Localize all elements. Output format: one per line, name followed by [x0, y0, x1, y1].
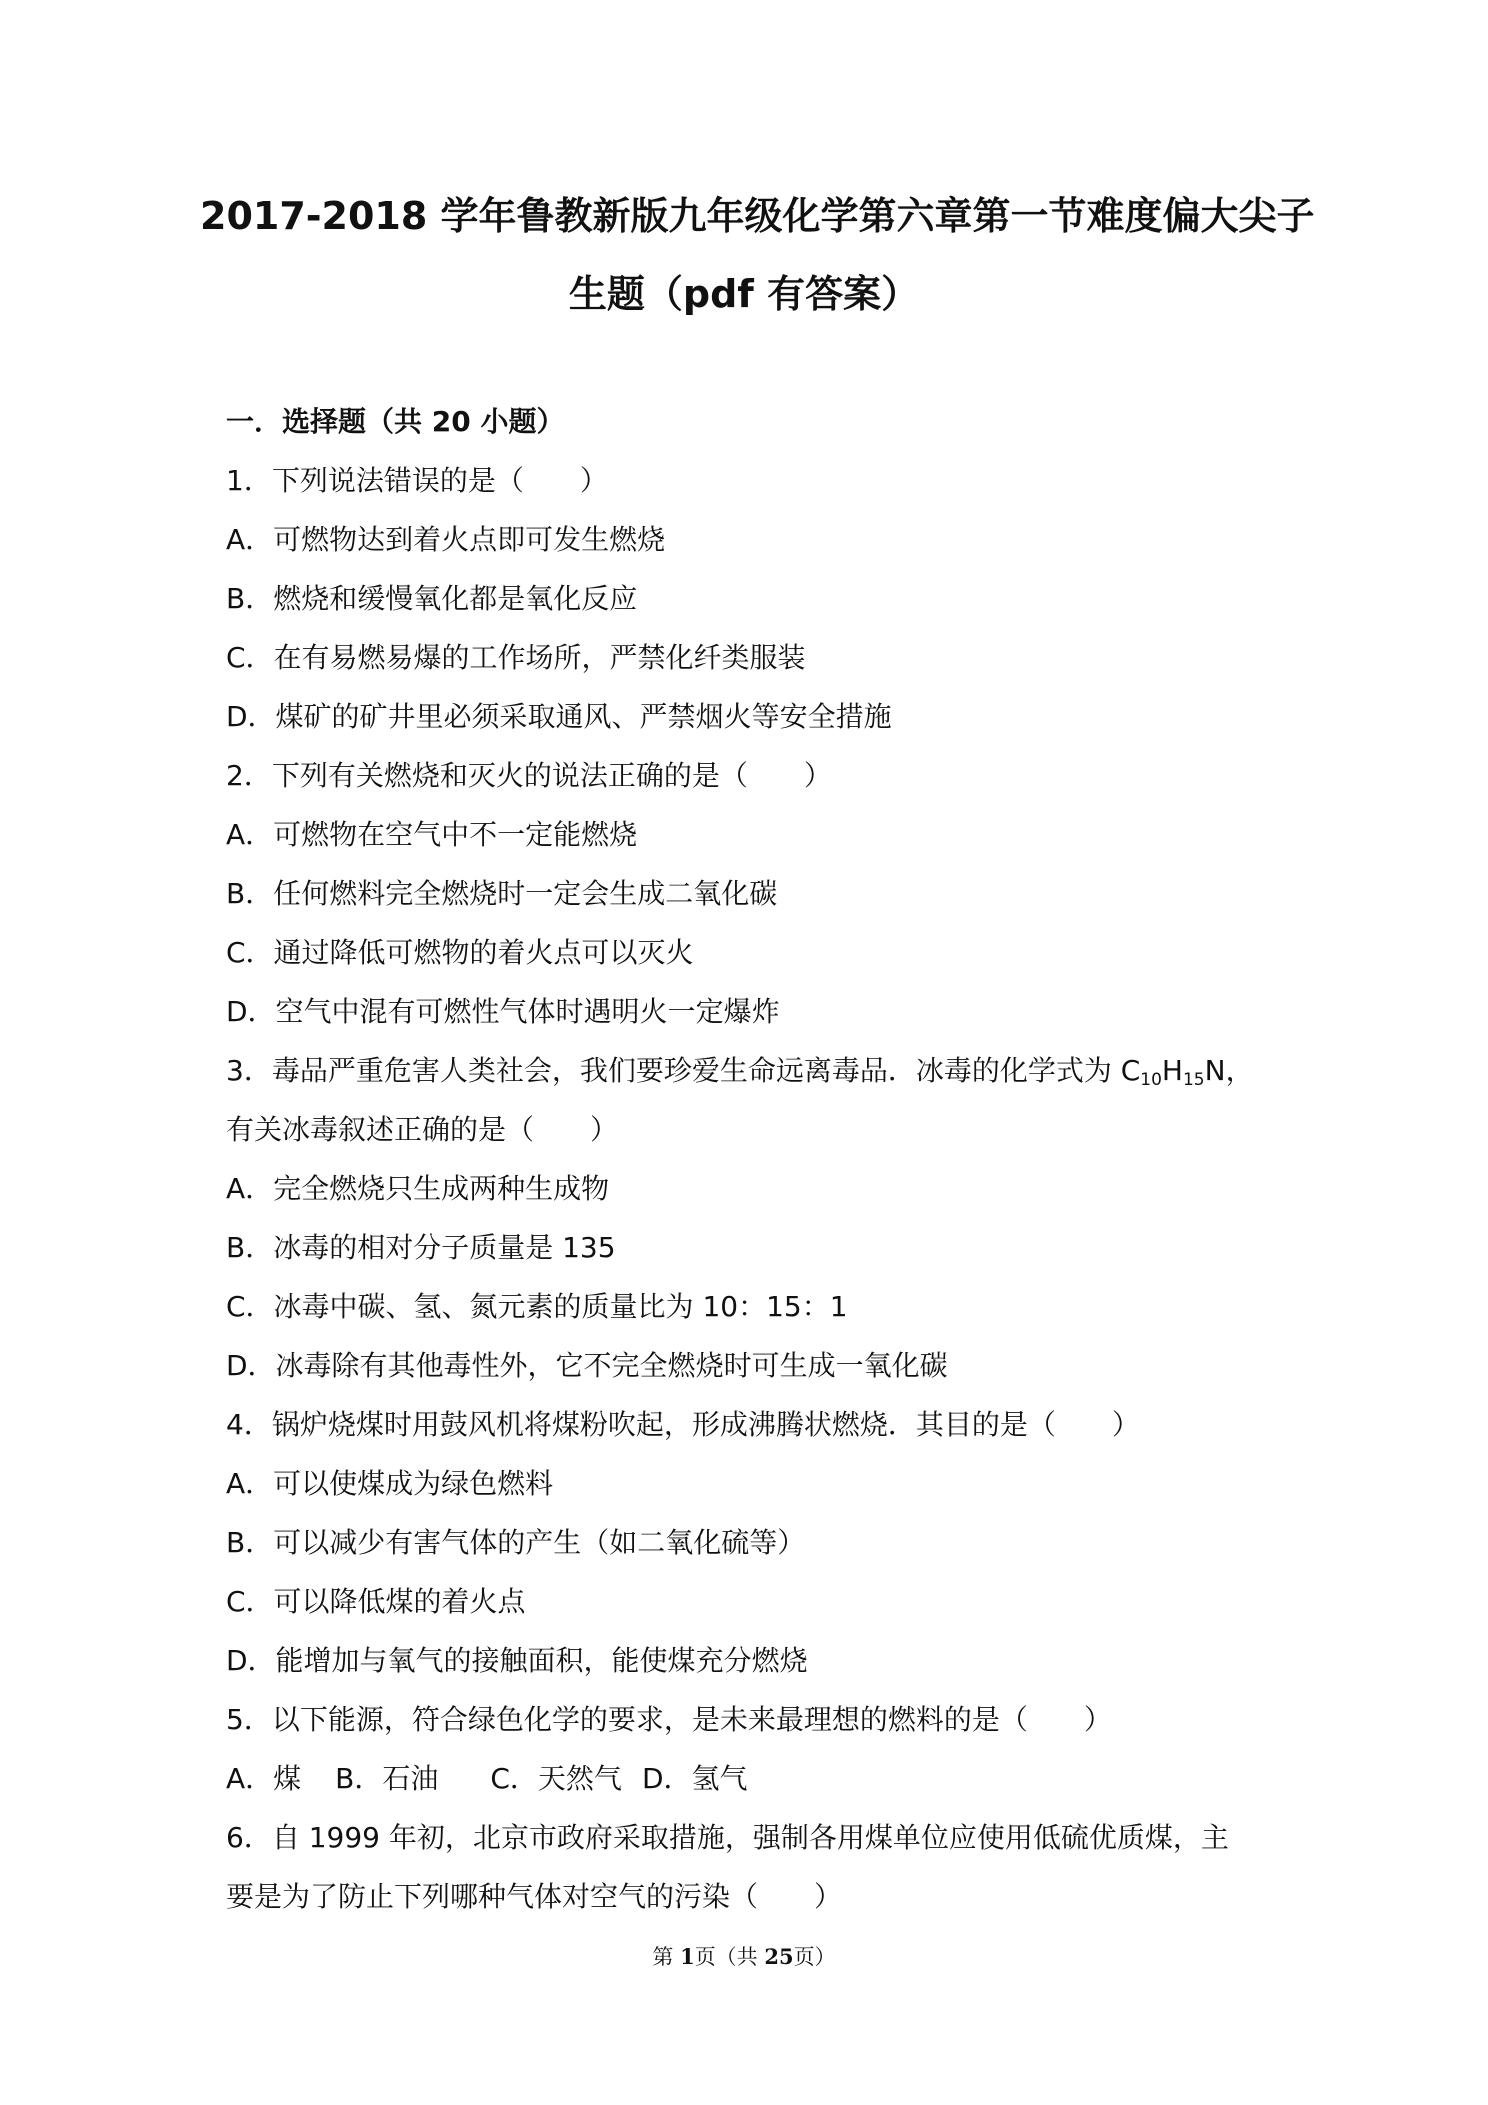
- question-1-option-a: A．可燃物达到着火点即可发生燃烧: [226, 523, 666, 556]
- question-5-option-c: C．天然气: [490, 1762, 622, 1795]
- question-2-option-a: A．可燃物在空气中不一定能燃烧: [226, 818, 638, 851]
- question-6-stem-line-1: 6．自 1999 年初，北京市政府采取措施，强制各用煤单位应使用低硫优质煤，主: [226, 1821, 1229, 1854]
- chemical-formula: [1120, 1054, 1226, 1090]
- footer-page-number: 1: [680, 1944, 695, 1969]
- question-3-stem-comma: ，: [1225, 1054, 1254, 1087]
- formula-carbon: C: [1120, 1054, 1141, 1087]
- question-3-stem-line-1: [226, 1051, 1254, 1091]
- document-title-line-1: 2017-2018 学年鲁教新版九年级化学第六章第一节难度偏大尖子: [200, 194, 1315, 238]
- question-4-option-c: C．可以降低煤的着火点: [226, 1585, 526, 1618]
- question-1-option-d: D．煤矿的矿井里必须采取通风、严禁烟火等安全措施: [226, 700, 892, 733]
- question-3-stem-text: 3．毒品严重危害人类社会，我们要珍爱生命远离毒品．冰毒的化学式为: [226, 1054, 1121, 1087]
- formula-nitrogen: N: [1204, 1054, 1226, 1087]
- footer-prefix: 第: [652, 1945, 681, 1969]
- question-6-stem-line-2: 要是为了防止下列哪种气体对空气的污染（ ）: [226, 1880, 843, 1913]
- formula-hydrogen: H: [1161, 1054, 1183, 1087]
- formula-carbon-count: 10: [1140, 1070, 1162, 1090]
- question-4-stem: 4．锅炉烧煤时用鼓风机将煤粉吹起，形成沸腾状燃烧．其目的是（ ）: [226, 1408, 1140, 1441]
- page-footer: [0, 1942, 1488, 1972]
- question-4-option-b: B．可以减少有害气体的产生（如二氧化硫等）: [226, 1526, 806, 1559]
- section-heading: 一．选择题（共 20 小题）: [226, 405, 565, 438]
- footer-middle: 页（共: [694, 1945, 765, 1969]
- formula-hydrogen-count: 15: [1182, 1070, 1205, 1090]
- question-3-option-c: C．冰毒中碳、氢、氮元素的质量比为 10：15：1: [226, 1290, 848, 1323]
- question-3-option-b: B．冰毒的相对分子质量是 135: [226, 1231, 616, 1264]
- question-1-stem: 1．下列说法错误的是（ ）: [226, 464, 608, 497]
- footer-total-pages: 25: [764, 1944, 794, 1969]
- question-5-option-a: A．煤: [226, 1762, 302, 1795]
- question-3-stem-line-2: 有关冰毒叙述正确的是（ ）: [226, 1113, 619, 1146]
- question-2-stem: 2．下列有关燃烧和灭火的说法正确的是（ ）: [226, 759, 832, 792]
- question-5-stem: 5．以下能源，符合绿色化学的要求，是未来最理想的燃料的是（ ）: [226, 1703, 1112, 1736]
- question-5-options-row: [226, 1759, 748, 1799]
- question-5-option-b: B．石油: [335, 1762, 439, 1795]
- question-1-option-b: B．燃烧和缓慢氧化都是氧化反应: [226, 582, 638, 615]
- question-4-option-d: D．能增加与氧气的接触面积，能使煤充分燃烧: [226, 1644, 808, 1677]
- document-title-line-2: 生题（pdf 有答案）: [568, 272, 920, 316]
- question-3-option-a: A．完全燃烧只生成两种生成物: [226, 1172, 610, 1205]
- question-2-option-b: B．任何燃料完全燃烧时一定会生成二氧化碳: [226, 877, 778, 910]
- question-1-option-c: C．在有易燃易爆的工作场所，严禁化纤类服装: [226, 641, 806, 674]
- question-3-option-d: D．冰毒除有其他毒性外，它不完全燃烧时可生成一氧化碳: [226, 1349, 948, 1382]
- question-2-option-c: C．通过降低可燃物的着火点可以灭火: [226, 936, 694, 969]
- question-5-option-d: D．氢气: [641, 1762, 748, 1795]
- question-4-option-a: A．可以使煤成为绿色燃料: [226, 1467, 554, 1500]
- footer-suffix: 页）: [793, 1945, 836, 1969]
- question-2-option-d: D．空气中混有可燃性气体时遇明火一定爆炸: [226, 995, 780, 1028]
